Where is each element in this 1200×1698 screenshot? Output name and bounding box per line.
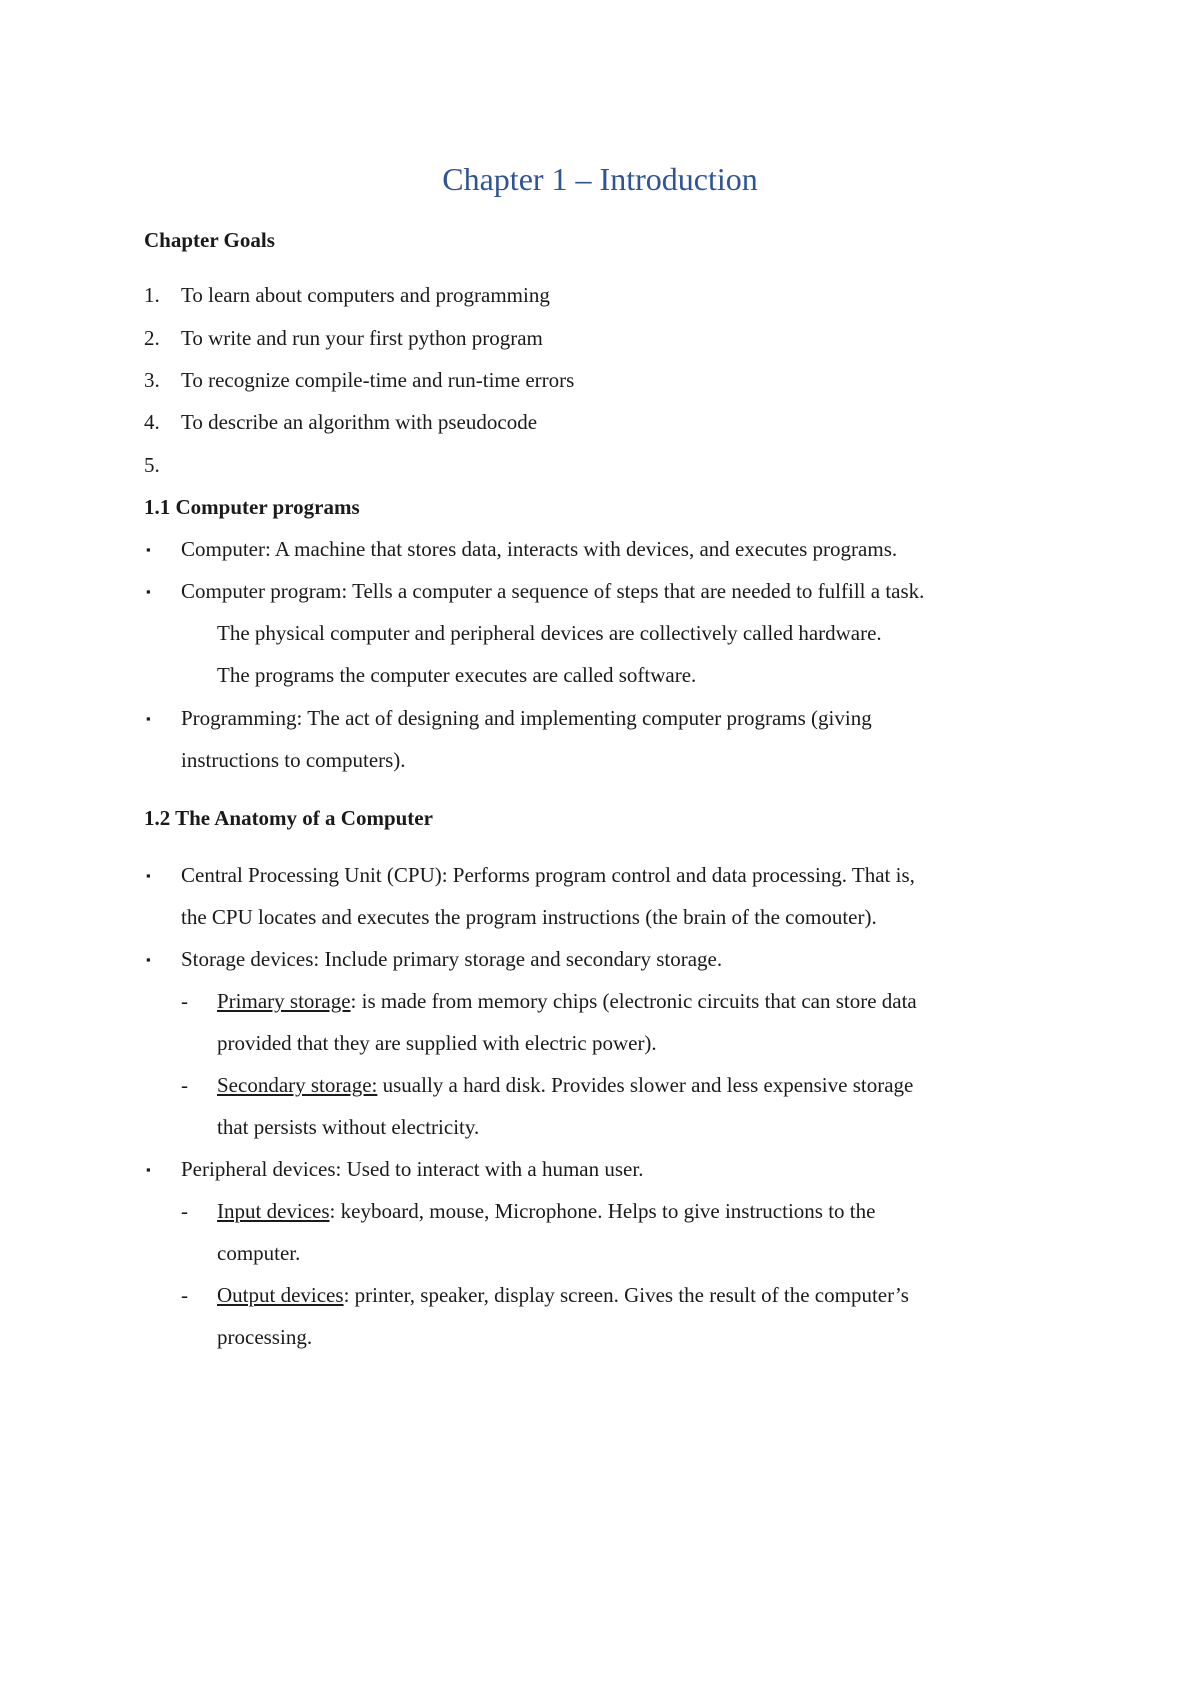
sub-item-continued: that persists without electricity. xyxy=(217,1115,480,1139)
goal-number: 4. xyxy=(144,410,160,434)
sub-item xyxy=(217,1201,875,1222)
bullet-text-continued: instructions to computers). xyxy=(181,748,406,772)
bullet-icon: ▪ xyxy=(146,584,151,599)
goal-number: 3. xyxy=(144,368,160,392)
input-devices-text: : keyboard, mouse, Microphone. Helps to give instructions to the xyxy=(329,1199,876,1223)
bullet-icon: ▪ xyxy=(146,1162,151,1177)
goal-text: To write and run your first python program xyxy=(181,326,543,350)
secondary-storage-text: usually a hard disk. Provides slower and less expensive storage xyxy=(377,1073,914,1097)
bullet-text: Programming: The act of designing and implementing computer programs (giving xyxy=(181,706,872,730)
sub-item-continued: computer. xyxy=(217,1241,301,1265)
dash-marker: - xyxy=(181,989,188,1013)
bullet-text-continued: the CPU locates and executes the program instructions (the brain of the comouter). xyxy=(181,905,877,929)
note-text: The programs the computer executes are called software. xyxy=(217,663,697,687)
output-devices-text: : printer, speaker, display screen. Gives the result of the computer’s xyxy=(343,1283,909,1307)
note-text: The physical computer and peripheral devices are collectively called hardware. xyxy=(217,621,882,645)
sub-item-continued: processing. xyxy=(217,1325,313,1349)
bullet-text: Storage devices: Include primary storage and secondary storage. xyxy=(181,947,723,971)
bullet-text: Computer: A machine that stores data, interacts with devices, and executes programs. xyxy=(181,537,898,561)
bullet-text: Computer program: Tells a computer a sequence of steps that are needed to fulfill a task. xyxy=(181,579,925,603)
bullet-icon: ▪ xyxy=(146,542,151,557)
dash-marker: - xyxy=(181,1199,188,1223)
sub-item-continued: provided that they are supplied with electric power). xyxy=(217,1031,657,1055)
dash-marker: - xyxy=(181,1283,188,1307)
dash-marker: - xyxy=(181,1073,188,1097)
sub-item xyxy=(217,991,917,1012)
goal-text: To recognize compile-time and run-time errors xyxy=(181,368,575,392)
bullet-text: Peripheral devices: Used to interact with a human user. xyxy=(181,1157,644,1181)
goal-number: 2. xyxy=(144,326,160,350)
secondary-storage-term: Secondary storage: xyxy=(217,1073,378,1097)
sub-item xyxy=(217,1075,913,1096)
goal-number: 5. xyxy=(144,453,160,477)
sub-item xyxy=(217,1285,909,1306)
output-devices-term: Output devices xyxy=(217,1283,344,1307)
primary-storage-term: Primary storage xyxy=(217,989,351,1013)
bullet-icon: ▪ xyxy=(146,711,151,726)
goal-text: To describe an algorithm with pseudocode xyxy=(181,410,538,434)
input-devices-term: Input devices xyxy=(217,1199,330,1223)
chapter-goals-heading: Chapter Goals xyxy=(144,228,275,252)
goal-text: To learn about computers and programming xyxy=(181,283,550,307)
bullet-icon: ▪ xyxy=(146,868,151,883)
section-heading-anatomy: 1.2 The Anatomy of a Computer xyxy=(144,806,433,830)
section-heading-computer-programs: 1.1 Computer programs xyxy=(144,495,360,519)
bullet-icon: ▪ xyxy=(146,952,151,967)
primary-storage-text: : is made from memory chips (electronic circuits that can store data xyxy=(350,989,917,1013)
goal-number: 1. xyxy=(144,283,160,307)
page-title: Chapter 1 – Introduction xyxy=(442,161,758,197)
bullet-text: Central Processing Unit (CPU): Performs program control and data processing. That is, xyxy=(181,863,915,887)
